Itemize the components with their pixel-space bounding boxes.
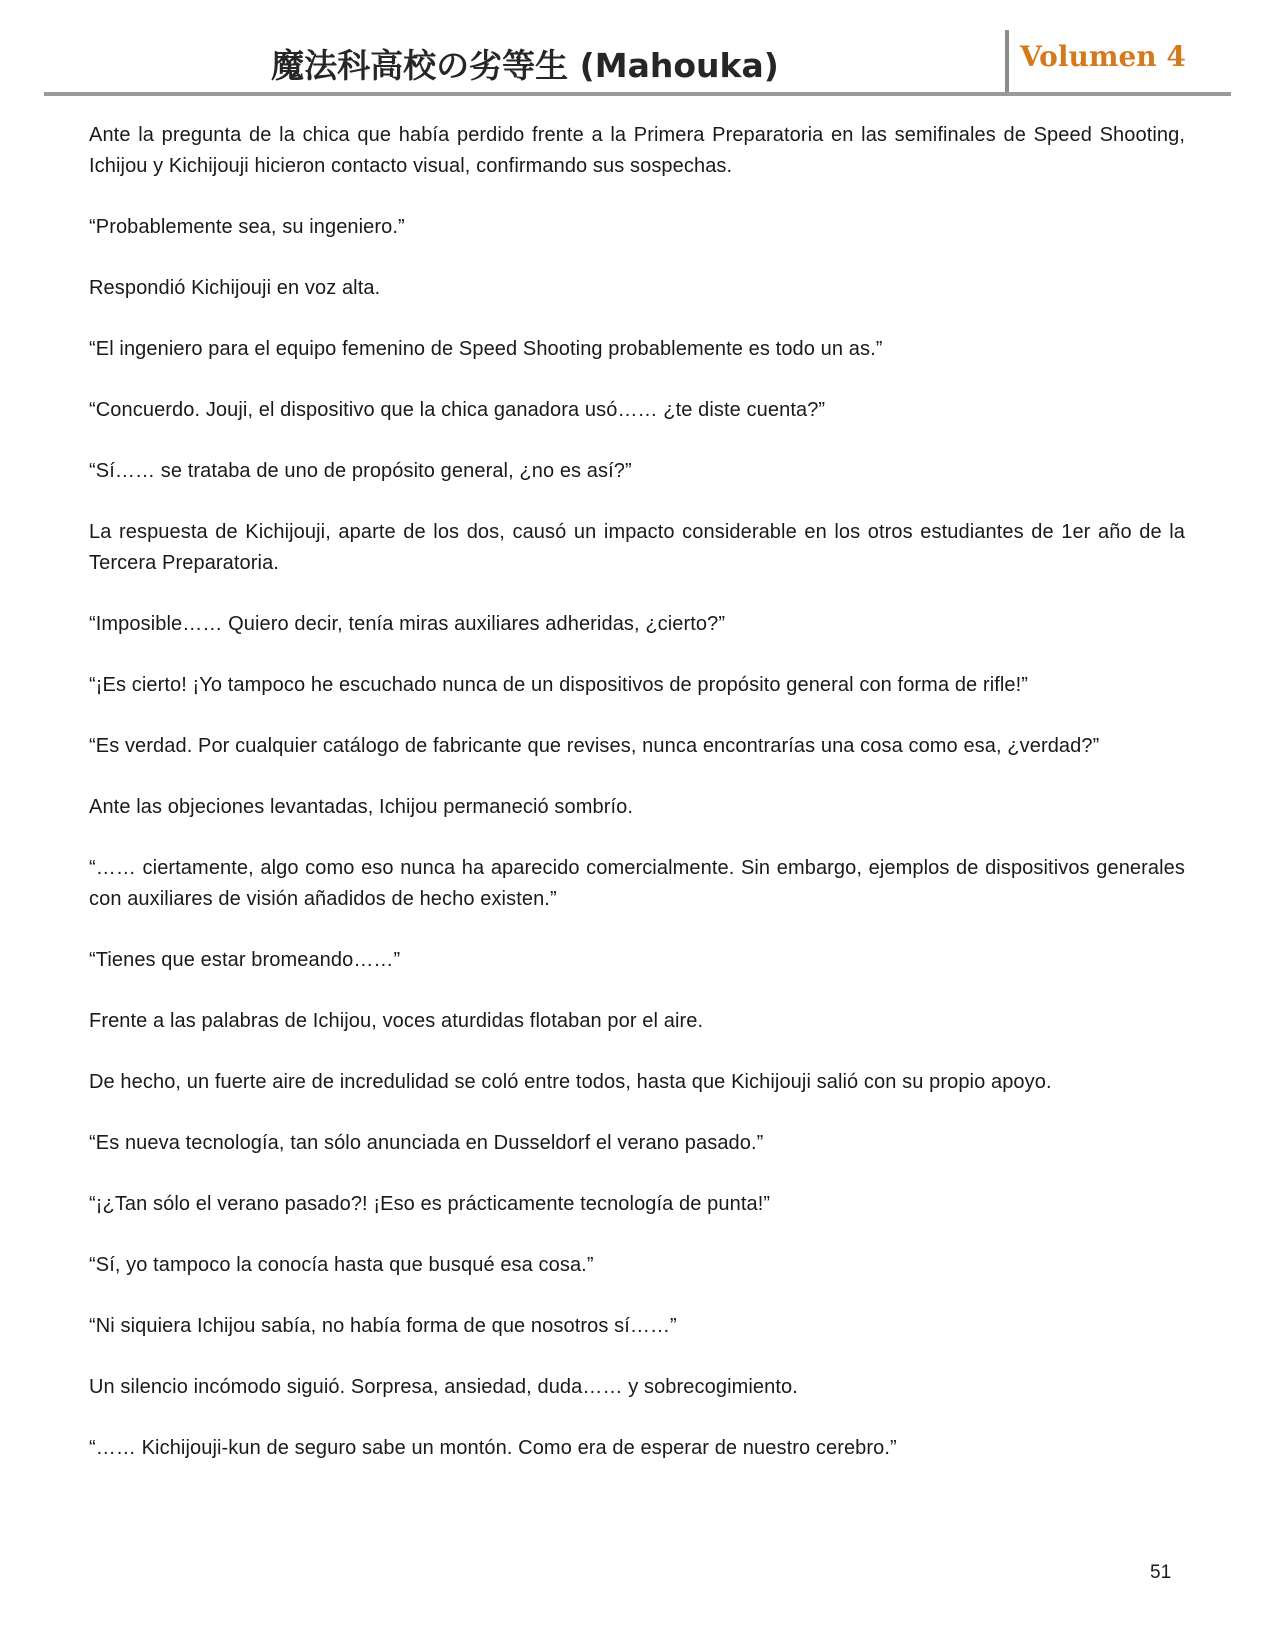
paragraph: “Es verdad. Por cualquier catálogo de fabricante que revises, nunca encontrarías una cosa como esa, ¿verdad?” — [89, 735, 1100, 757]
paragraph: “Tienes que estar bromeando……” — [89, 949, 401, 971]
paragraph: “El ingeniero para el equipo femenino de Speed Shooting probablemente es todo un as.” — [89, 338, 883, 360]
page-header — [44, 28, 1231, 94]
paragraph: Ante las objeciones levantadas, Ichijou permaneció sombrío. — [89, 796, 633, 818]
paragraph: “Concuerdo. Jouji, el dispositivo que la chica ganadora usó…… ¿te diste cuenta?” — [89, 399, 826, 421]
volume-label: Volumen 4 — [1020, 40, 1186, 73]
paragraph: “Es nueva tecnología, tan sólo anunciada en Dusseldorf el verano pasado.” — [89, 1132, 764, 1154]
paragraph: “¡¿Tan sólo el verano pasado?! ¡Eso es prácticamente tecnología de punta!” — [89, 1193, 771, 1215]
paragraph: La respuesta de Kichijouji, aparte de los dos, causó un impacto considerable en los otros estudiantes de 1er año de la Tercera Preparatoria. — [89, 521, 1185, 574]
paragraph: “Imposible…… Quiero decir, tenía miras auxiliares adheridas, ¿cierto?” — [89, 613, 726, 635]
paragraph: De hecho, un fuerte aire de incredulidad se coló entre todos, hasta que Kichijouji salió con su propio apoyo. — [89, 1071, 1052, 1093]
page-body — [89, 120, 1185, 1494]
paragraph: Frente a las palabras de Ichijou, voces aturdidas flotaban por el aire. — [89, 1010, 704, 1032]
paragraph: Un silencio incómodo siguió. Sorpresa, ansiedad, duda…… y sobrecogimiento. — [89, 1376, 798, 1398]
paragraph: “…… ciertamente, algo como eso nunca ha aparecido comercialmente. Sin embargo, ejemplos de dispositivos generales con auxiliares de visión añadidos de hecho existen.” — [89, 857, 1185, 910]
paragraph: Respondió Kichijouji en voz alta. — [89, 277, 381, 299]
paragraph: “Sí, yo tampoco la conocía hasta que busqué esa cosa.” — [89, 1254, 594, 1276]
paragraph: “Probablemente sea, su ingeniero.” — [89, 216, 405, 238]
page-number: 51 — [1150, 1562, 1172, 1583]
paragraph: “¡Es cierto! ¡Yo tampoco he escuchado nunca de un dispositivos de propósito general con forma de rifle!” — [89, 674, 1029, 696]
book-title: 魔法科高校の劣等生 (Mahouka) — [271, 46, 779, 85]
header-rule — [44, 92, 1231, 96]
paragraph: “Ni siquiera Ichijou sabía, no había forma de que nosotros sí……” — [89, 1315, 677, 1337]
paragraph: Ante la pregunta de la chica que había perdido frente a la Primera Preparatoria en las semifinales de Speed Shooting, Ichijou y Kichijouji hicieron contacto visual, confirmando sus sospechas. — [89, 124, 1185, 177]
header-divider — [1005, 30, 1009, 93]
paragraph: “Sí…… se trataba de uno de propósito general, ¿no es así?” — [89, 460, 632, 482]
paragraph: “…… Kichijouji-kun de seguro sabe un montón. Como era de esperar de nuestro cerebro.” — [89, 1437, 897, 1459]
